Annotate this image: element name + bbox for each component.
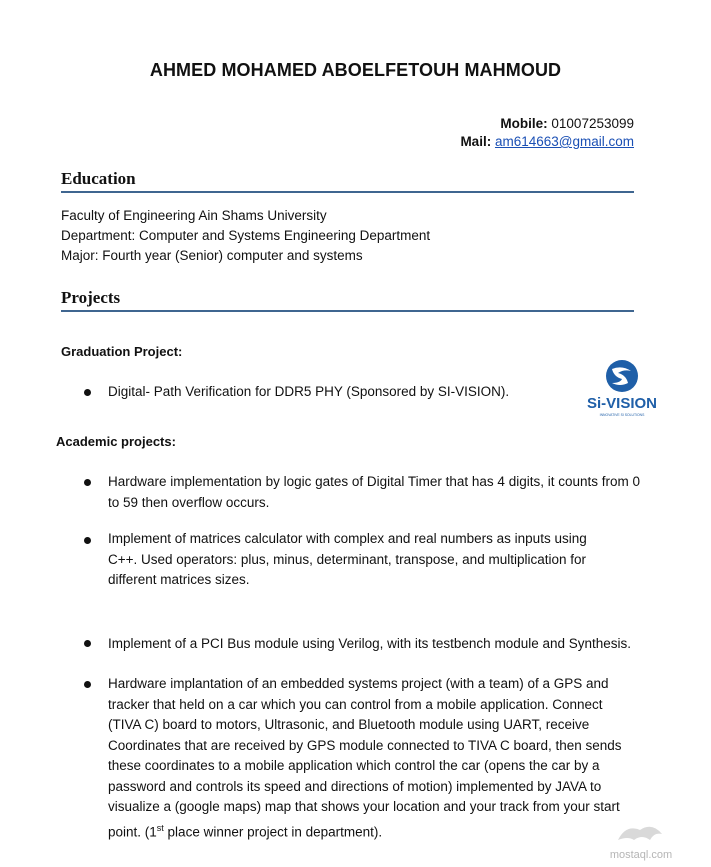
bullet-dot bbox=[84, 537, 91, 544]
mail-line bbox=[460, 134, 634, 149]
mostaql-watermark bbox=[606, 818, 676, 864]
education-heading: Education bbox=[61, 169, 136, 188]
education-divider bbox=[61, 191, 634, 193]
education-line: Major: Fourth year (Senior) computer and systems bbox=[61, 248, 363, 263]
graduation-project-label: Graduation Project: bbox=[61, 344, 183, 359]
mobile-value: 01007253099 bbox=[551, 116, 634, 131]
bullet-dot bbox=[84, 479, 91, 486]
graduation-project-item: Digital- Path Verification for DDR5 PHY (Sponsored by SI-VISION). bbox=[108, 384, 510, 399]
candidate-name: AHMED MOHAMED ABOELFETOUH MAHMOUD bbox=[149, 60, 562, 80]
ordinal-superscript: st bbox=[156, 822, 164, 833]
si-vision-logo bbox=[576, 357, 668, 419]
logo-text: Si-VISION bbox=[586, 395, 658, 412]
mobile-line bbox=[500, 116, 634, 131]
education-line: Faculty of Engineering Ain Shams University bbox=[61, 208, 327, 223]
projects-divider bbox=[61, 310, 634, 312]
gps-project-text: Hardware implantation of an embedded systems project (with a team) of a GPS and tracker that held on a car which you can control from a mobile application. Connect (TIVA C) board to motors, Ultrasonic, and Bluetooth module using UART, receive Coordinates that are received by GPS module connected to TIVA C board, then sends these coordinates to a mobile application which control the car (opens the car by a password and controls its speed and directions of motion) implemented by JAVA to visualize a (google maps) map that shows your location and your track from your start point. (1 bbox=[108, 676, 622, 839]
academic-project-item: Implement of a PCI Bus module using Verilog, with its testbench module and Synthesis. bbox=[108, 636, 632, 651]
academic-project-item-gps bbox=[108, 674, 623, 843]
mail-label: Mail: bbox=[460, 134, 492, 149]
watermark-logo-icon bbox=[618, 827, 662, 840]
bullet-dot bbox=[84, 640, 91, 647]
academic-project-item: Hardware implementation by logic gates of Digital Timer that has 4 digits, it counts from 0 to 59 then overflow occurs. bbox=[108, 474, 640, 510]
logo-tagline: INNOVATIVE SI SOLUTIONS bbox=[599, 413, 645, 417]
projects-heading: Projects bbox=[61, 288, 121, 307]
gps-project-suffix: place winner project in department). bbox=[163, 824, 383, 839]
academic-projects-label: Academic projects: bbox=[56, 434, 176, 449]
mobile-label: Mobile: bbox=[500, 116, 548, 131]
academic-project-item: Implement of matrices calculator with complex and real numbers as inputs using C++. Used operators: plus, minus, determinant, transpose, and multiplication for different matrices sizes. bbox=[108, 531, 587, 587]
watermark-text: mostaql.com bbox=[609, 849, 673, 861]
bullet-dot bbox=[84, 681, 91, 688]
email-link[interactable]: am614663@gmail.com bbox=[494, 134, 634, 149]
education-line: Department: Computer and Systems Engineering Department bbox=[61, 228, 431, 243]
bullet-dot bbox=[84, 389, 91, 396]
